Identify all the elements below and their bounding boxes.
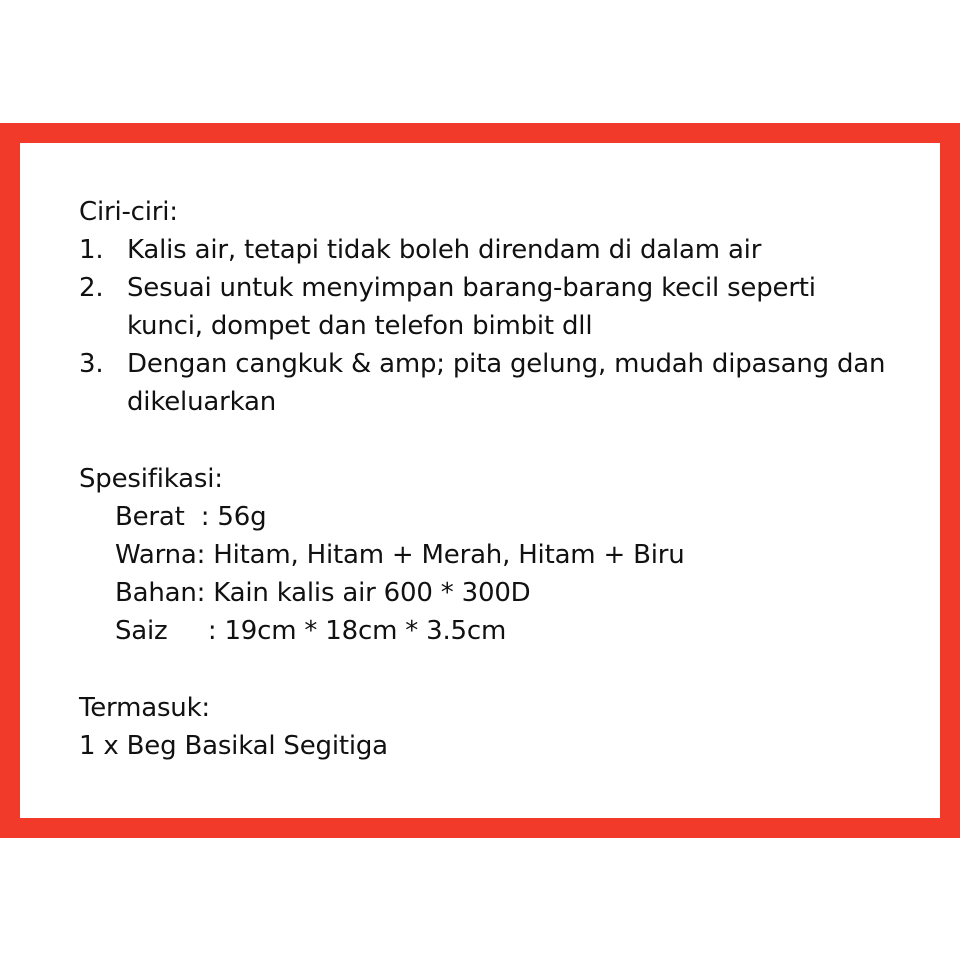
feature-item-2 <box>79 269 919 345</box>
feature-number: 1. <box>79 235 104 265</box>
product-description <box>79 193 919 765</box>
feature-text: Dengan cangkuk & amp; pita gelung, mudah dipasang dan dikeluarkan <box>127 349 886 417</box>
specs-heading: Spesifikasi: <box>79 464 223 494</box>
spec-material: Bahan: Kain kalis air 600 * 300D <box>115 578 531 608</box>
feature-item-1 <box>79 231 919 269</box>
includes-item: 1 x Beg Basikal Segitiga <box>79 731 388 761</box>
feature-text: Kalis air, tetapi tidak boleh direndam di dalam air <box>127 235 762 265</box>
spacer <box>79 650 919 689</box>
feature-item-3 <box>79 345 919 421</box>
feature-number: 2. <box>79 273 104 303</box>
spec-size: Saiz : 19cm * 18cm * 3.5cm <box>115 616 507 646</box>
includes-heading: Termasuk: <box>79 693 210 723</box>
features-heading: Ciri-ciri: <box>79 197 178 227</box>
spacer <box>79 421 919 460</box>
spec-color: Warna: Hitam, Hitam + Merah, Hitam + Biru <box>115 540 685 570</box>
feature-text: Sesuai untuk menyimpan barang-barang kecil seperti kunci, dompet dan telefon bimbit dll <box>127 273 816 341</box>
spec-weight: Berat : 56g <box>115 502 267 532</box>
feature-number: 3. <box>79 349 104 379</box>
